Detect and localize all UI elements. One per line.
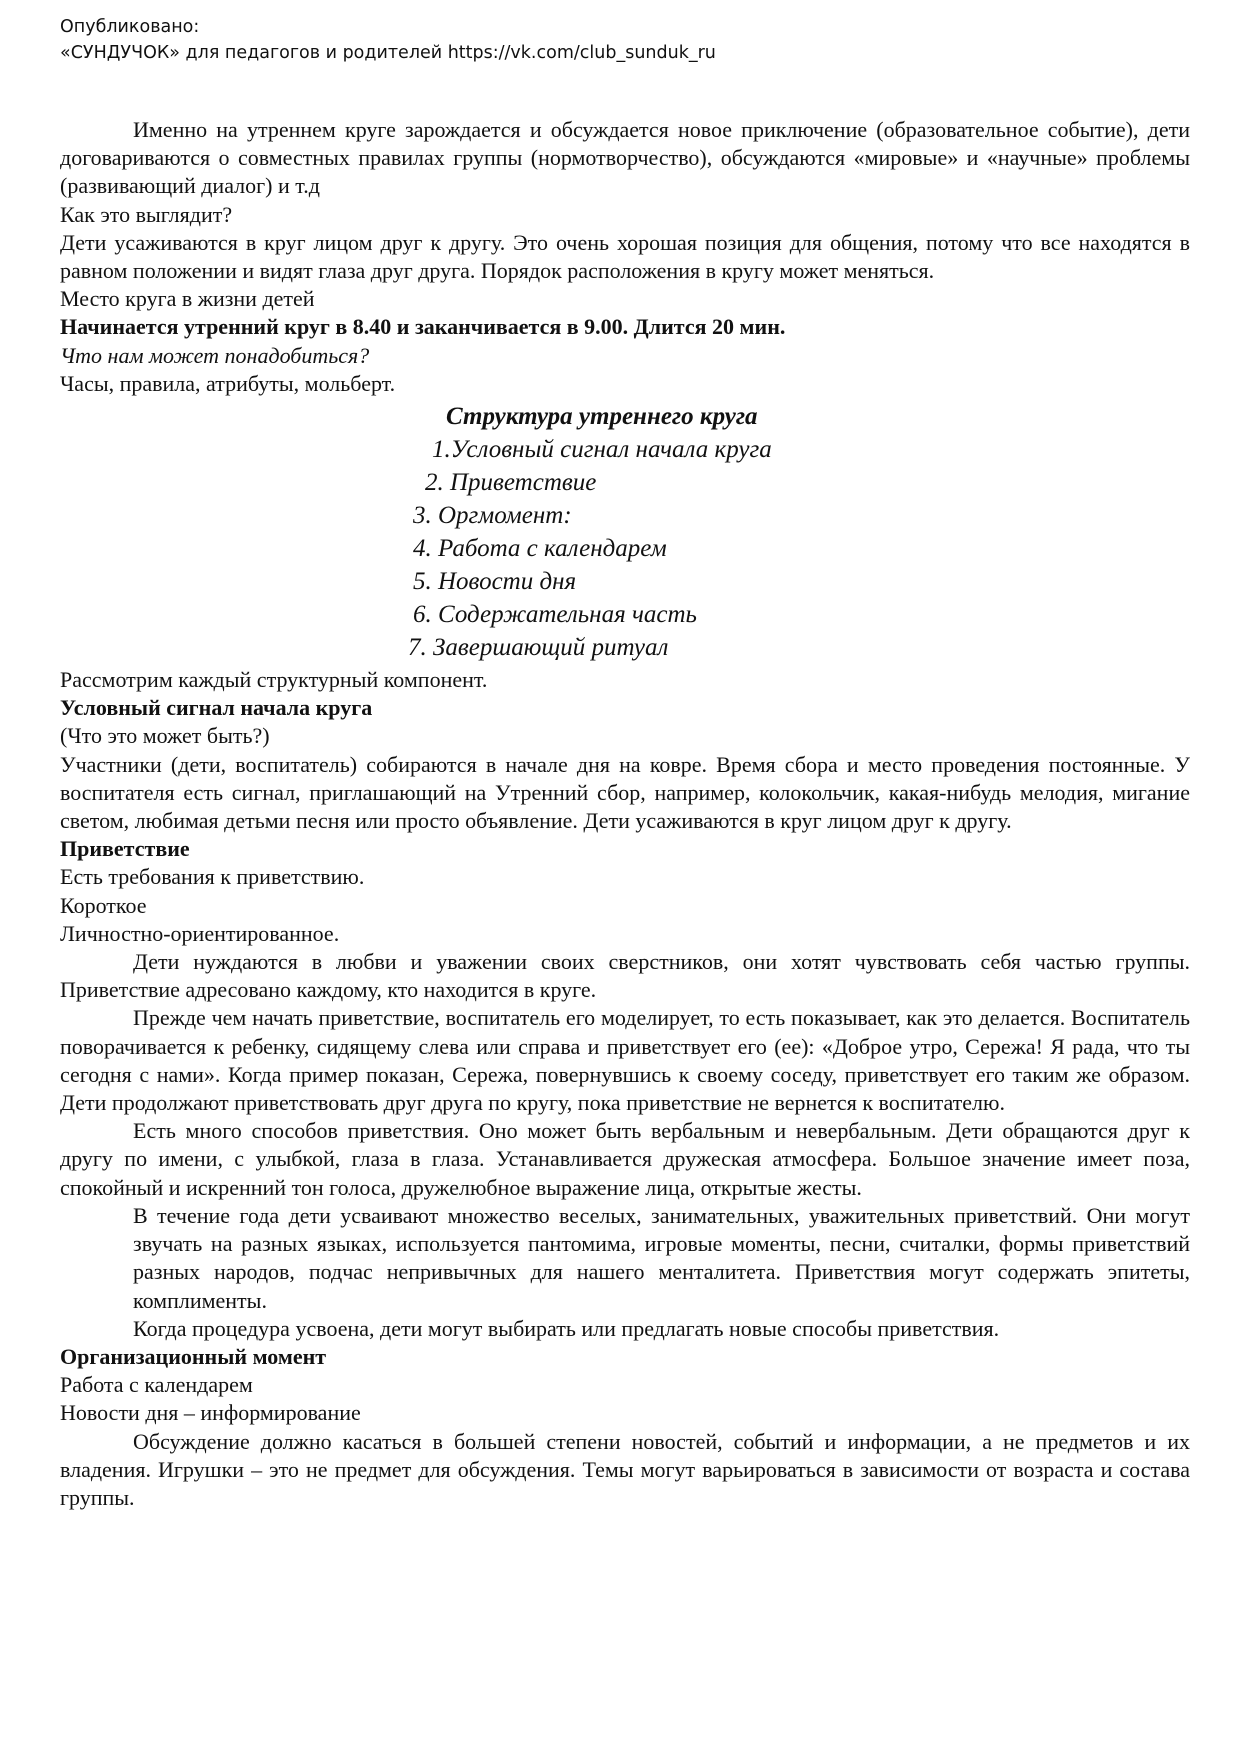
greeting-paragraph: В течение года дети усваивают множество веселых, занимательных, уважительных приветствий. Они могут звучать на разных языках, используется пантомима, игровые моменты, песни, считалки, формы приветствий разных народов, подчас непривычных для нашего менталитета. Приветствия могут содержать эпитеты, комплименты. — [133, 1202, 1190, 1313]
published-label: Опубликовано: — [60, 17, 200, 37]
structure-item: 7. Завершающий ритуал — [408, 634, 669, 662]
circle-description: Дети усаживаются в круг лицом друг к другу. Это очень хорошая позиция для общения, потому что все находятся в равном положении и видят глаза друг друга. Порядок расположения в кругу может меняться. — [60, 229, 1190, 284]
greeting-paragraph: Прежде чем начать приветствие, воспитатель его моделирует, то есть показывает, как это делается. Воспитатель поворачивается к ребенку, сидящему слева или справа и приветствует его (ее): «Доброе утро, Сережа! Я рада, что ты сегодня с нами». Когда пример показан, Сережа, повернувшись к своему соседу, приветствует его таким же образом. Дети продолжают приветствовать друг друга по кругу, пока приветствие не вернется к воспитателю. — [60, 1005, 1190, 1116]
needs-answer: Часы, правила, атрибуты, мольберт. — [60, 370, 396, 396]
news-text: Новости дня – информирование — [60, 1400, 361, 1426]
publication-header — [60, 14, 716, 66]
greeting-paragraph: Дети нуждаются в любви и уважении своих сверстников, они хотят чувствовать себя частью группы. Приветствие адресовано каждому, кто находится в круге. — [60, 949, 1190, 1003]
news-paragraph: Обсуждение должно касаться в большей степени новостей, событий и информации, а не предметов и их владения. Игрушки – это не предмет для обсуждения. Темы могут варьироваться в зависимости от возраста и состава группы. — [60, 1428, 1190, 1510]
structure-list — [60, 400, 1190, 664]
org-heading: Организационный момент — [60, 1343, 327, 1369]
question-look: Как это выглядит? — [60, 201, 233, 227]
document-body — [60, 116, 1190, 1512]
structure-item: 2. Приветствие — [425, 469, 597, 497]
structure-item: 5. Новости дня — [413, 568, 577, 596]
signal-question: (Что это может быть?) — [60, 723, 270, 749]
intro-paragraph: Именно на утреннем круге зарождается и обсуждается новое приключение (образовательное событие), дети договариваются о совместных правилах группы (нормотворчество), обсуждаются «мировые» и «научные» проблемы (развивающий диалог) и т.д — [60, 117, 1190, 199]
structure-item: 6. Содержательная часть — [413, 601, 697, 629]
greeting-personal: Личностно-ориентированное. — [60, 920, 340, 946]
calendar-text: Работа с календарем — [60, 1372, 253, 1398]
greeting-heading: Приветствие — [60, 836, 190, 862]
consider-text: Рассмотрим каждый структурный компонент. — [60, 667, 488, 693]
structure-item: 1.Условный сигнал начала круга — [432, 436, 772, 464]
structure-title: Структура утреннего круга — [446, 403, 758, 431]
circle-place: Место круга в жизни детей — [60, 286, 315, 312]
greeting-paragraph: Есть много способов приветствия. Оно может быть вербальным и невербальным. Дети обращаются друг к другу по имени, с улыбкой, глаза в глаза. Устанавливается дружеская атмосфера. Большое значение имеет поза, спокойный и искренний тон голоса, дружелюбное выражение лица, открытые жесты. — [60, 1118, 1190, 1200]
structure-item: 4. Работа с календарем — [413, 535, 667, 563]
greeting-requirements: Есть требования к приветствию. — [60, 864, 365, 890]
structure-item: 3. Оргмомент: — [413, 502, 572, 530]
signal-heading: Условный сигнал начала круга — [60, 695, 373, 721]
needs-question: Что нам может понадобиться? — [60, 342, 370, 368]
publisher-line: «СУНДУЧОК» для педагогов и родителей https://vk.com/club_sunduk_ru — [60, 43, 716, 63]
greeting-paragraph: Когда процедура усвоена, дети могут выбирать или предлагать новые способы приветствия. — [133, 1315, 1000, 1341]
signal-text: Участники (дети, воспитатель) собираются в начале дня на ковре. Время сбора и место проведения постоянные. У воспитателя есть сигнал, приглашающий на Утренний сбор, например, колокольчик, какая-нибудь мелодия, мигание светом, любимая детьми песня или просто объявление. Дети усаживаются в круг лицом друг к другу. — [60, 751, 1190, 834]
circle-timing: Начинается утренний круг в 8.40 и заканчивается в 9.00. Длится 20 мин. — [60, 314, 786, 340]
greeting-short: Короткое — [60, 892, 147, 918]
